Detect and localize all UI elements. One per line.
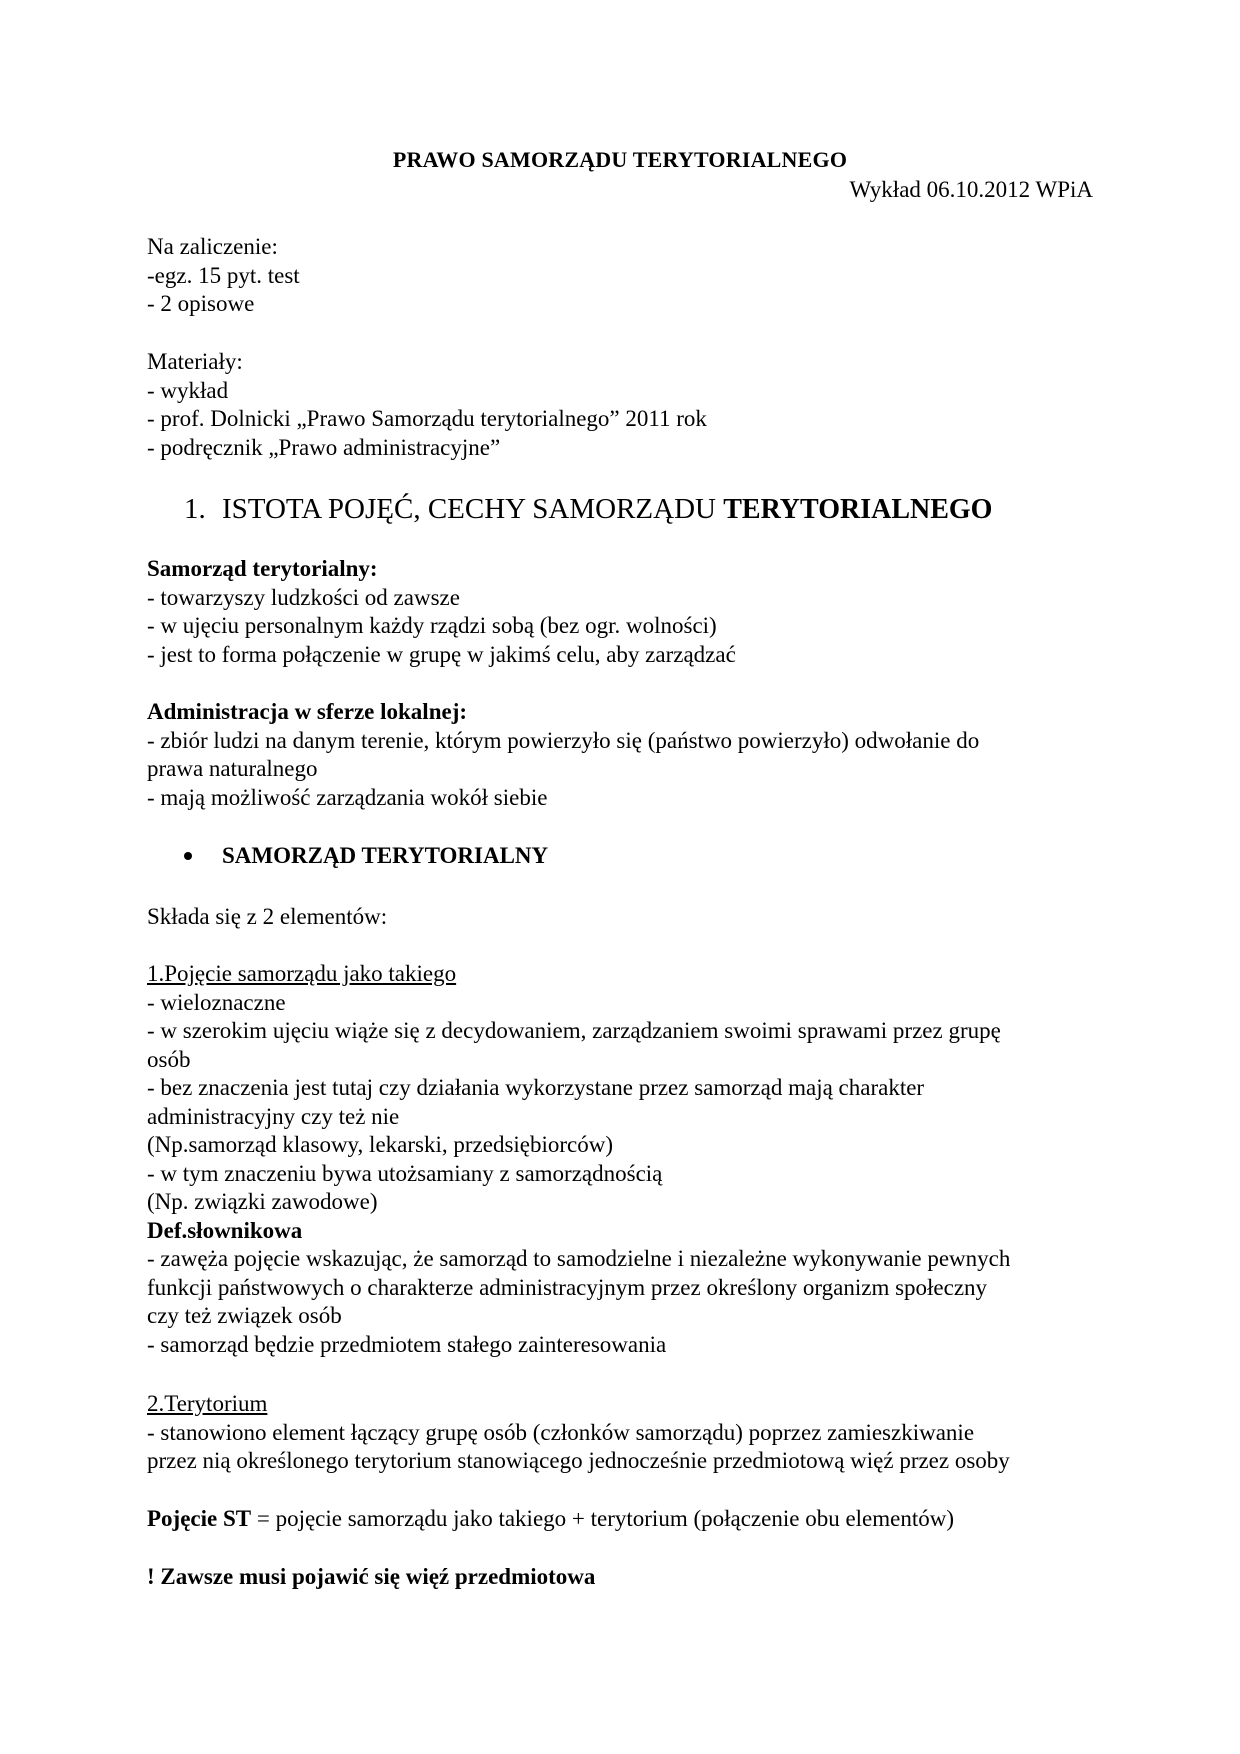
zawsze-text: ! Zawsze musi pojawić się więź przedmiotowa <box>147 1564 596 1589</box>
zaliczenie-section <box>147 233 1097 319</box>
samorzad-header: Samorząd terytorialny: <box>147 556 378 581</box>
text-line: - samorząd będzie przedmiotem stałego zainteresowania <box>147 1331 667 1357</box>
text-line: przez nią określonego terytorium stanowiącego jednocześnie przedmiotową więź przez osoby <box>147 1448 1010 1473</box>
list-item: - podręcznik „Prawo administracyjne” <box>147 434 501 460</box>
text-line: czy też związek osób <box>147 1303 342 1328</box>
list-item: - mają możliwość zarządzania wokół siebie <box>147 784 548 810</box>
section-heading-bold: TERYTORIALNEGO <box>723 494 993 525</box>
zawsze-paragraph <box>147 1563 1097 1592</box>
pojecie-section <box>147 960 1097 1359</box>
pojecie-st-bold: Pojęcie ST <box>147 1506 252 1531</box>
terytorium-section <box>147 1390 1097 1476</box>
section-number: 1. <box>184 493 206 525</box>
administracja-header: Administracja w sferze lokalnej: <box>147 699 468 724</box>
pojecie-st-paragraph <box>147 1505 1097 1534</box>
bullet-heading <box>184 843 548 869</box>
section-heading-text: ISTOTA POJĘĆ, CECHY SAMORZĄDU <box>222 493 724 525</box>
samorzad-section <box>147 555 1097 669</box>
text-line: administracyjny czy też nie <box>147 1103 400 1129</box>
list-item: - prof. Dolnicki „Prawo Samorządu terytorialnego” 2011 rok <box>147 406 707 431</box>
list-item: - 2 opisowe <box>147 291 255 316</box>
text-line: - w szerokim ujęciu wiąże się z decydowaniem, zarządzaniem swoimi sprawami przez grupę <box>147 1018 1001 1043</box>
lecture-date: Wykład 06.10.2012 WPiA <box>849 177 1093 202</box>
administracja-section <box>147 698 1097 812</box>
list-item: - w ujęciu personalnym każdy rządzi sobą (bez ogr. wolności) <box>147 613 717 638</box>
text-line: - w tym znaczeniu bywa utożsamiany z samorządnością <box>147 1160 663 1186</box>
section-heading-1 <box>184 493 992 526</box>
list-item: - jest to forma połączenie w grupę w jakimś celu, aby zarządzać <box>147 641 736 667</box>
pojecie-header: 1.Pojęcie samorządu jako takiego <box>147 961 457 986</box>
text-line: - bez znaczenia jest tutaj czy działania wykorzystane przez samorząd mają charakter <box>147 1075 925 1100</box>
materialy-section <box>147 348 1097 462</box>
document-title: PRAWO SAMORZĄDU TERYTORIALNEGO <box>392 147 848 172</box>
zaliczenie-header: Na zaliczenie: <box>147 234 278 259</box>
pojecie-st-rest: = pojęcie samorządu jako takiego + terytorium (połączenie obu elementów) <box>251 1506 955 1531</box>
text-line: - wieloznaczne <box>147 989 286 1015</box>
text-line: osób <box>147 1046 191 1072</box>
text-line: (Np.samorząd klasowy, lekarski, przedsiębiorców) <box>147 1132 614 1157</box>
terytorium-header: 2.Terytorium <box>147 1391 268 1416</box>
list-item: - wykład <box>147 377 229 403</box>
list-item: - zbiór ludzi na danym terenie, którym powierzyło się (państwo powierzyło) odwołanie do <box>147 727 980 753</box>
materialy-header: Materiały: <box>147 349 243 374</box>
text-line: funkcji państwowych o charakterze administracyjnym przez określony organizm społeczny <box>147 1274 988 1300</box>
sklada-paragraph <box>147 903 1097 932</box>
text-line: - stanowiono element łączący grupę osób (członków samorządu) poprzez zamieszkiwanie <box>147 1419 975 1445</box>
definition-header: Def.słownikowa <box>147 1217 303 1243</box>
bullet-heading-text: SAMORZĄD TERYTORIALNY <box>222 843 549 868</box>
text-line: - zawęża pojęcie wskazując, że samorząd to samodzielne i niezależne wykonywanie pewnych <box>147 1246 1011 1271</box>
list-item: prawa naturalnego <box>147 756 318 781</box>
list-item: - towarzyszy ludzkości od zawsze <box>147 584 460 610</box>
text-line: (Np. związki zawodowe) <box>147 1189 378 1214</box>
sklada-text: Składa się z 2 elementów: <box>147 904 388 929</box>
bullet-icon <box>184 852 192 860</box>
list-item: -egz. 15 pyt. test <box>147 262 300 288</box>
